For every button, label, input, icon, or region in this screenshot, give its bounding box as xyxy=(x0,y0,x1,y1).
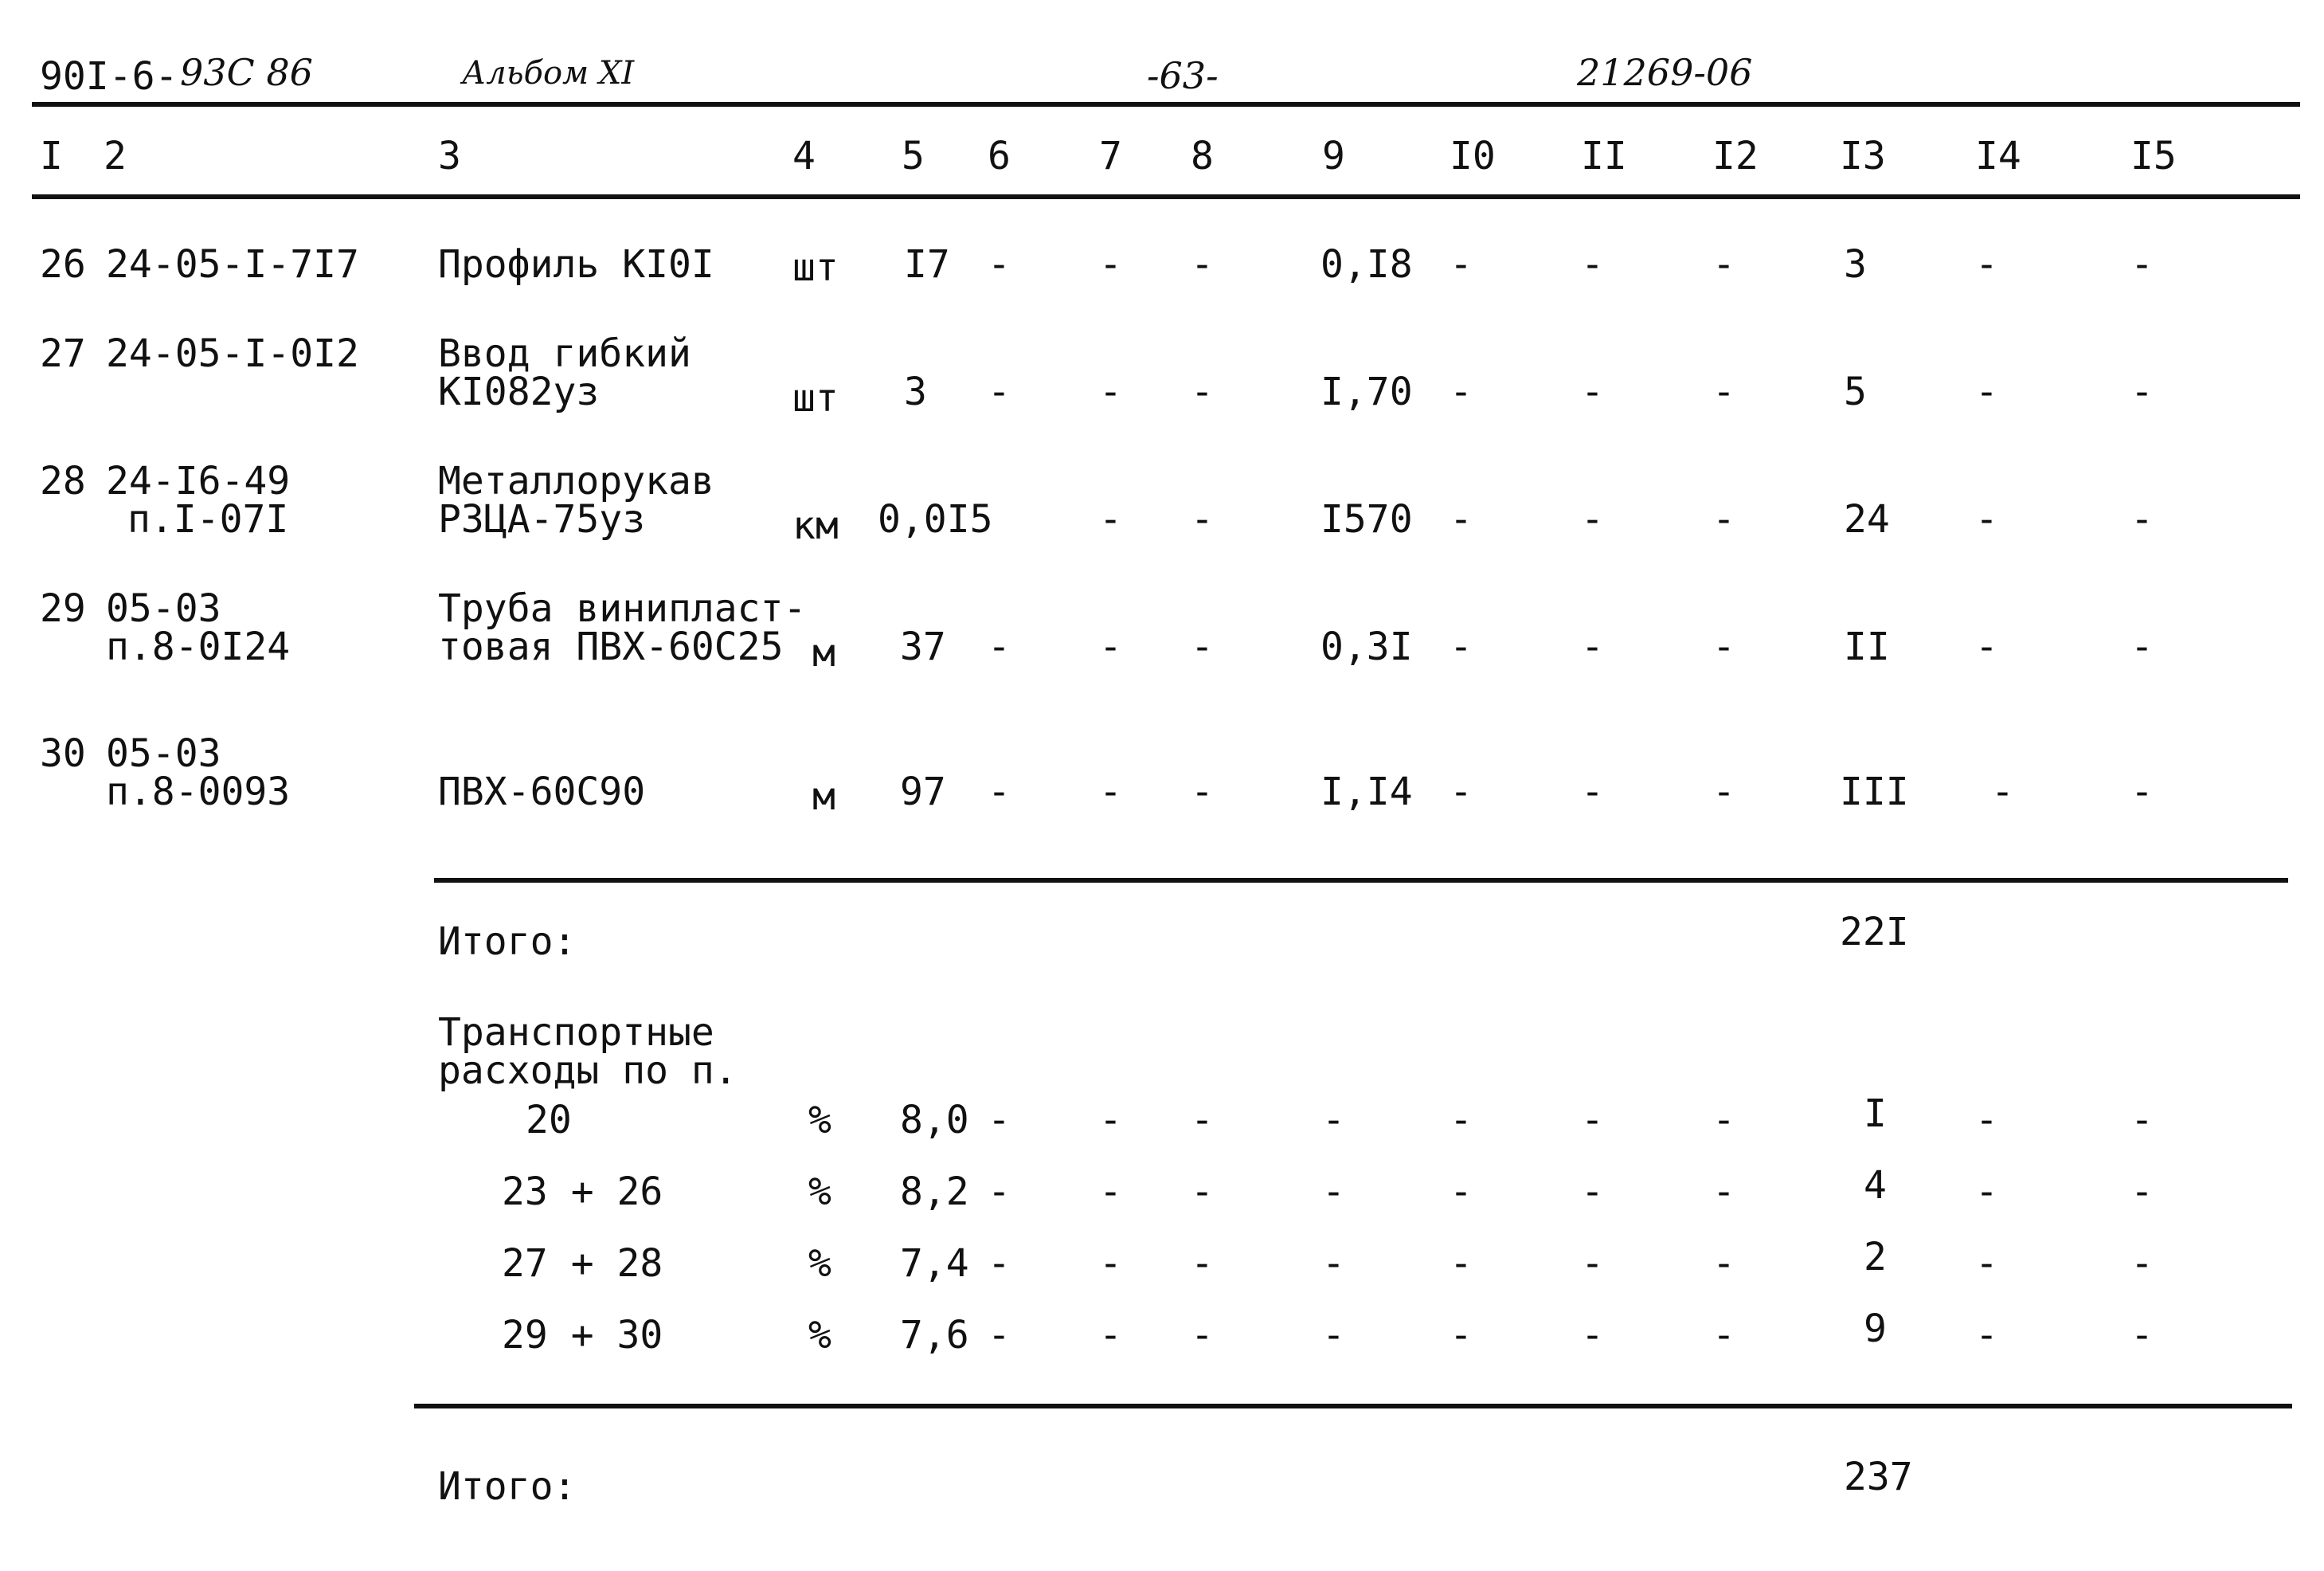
row-name: ПВХ-60С90 xyxy=(438,770,646,814)
subtotal-rule xyxy=(434,878,2288,883)
cell-7: - xyxy=(1099,770,1122,814)
cell-9: - xyxy=(1322,1241,1345,1286)
row-code-line2: п.8-0I24 xyxy=(106,625,291,669)
cell-13: 3 xyxy=(1844,242,1867,287)
cell-9: 0,I8 xyxy=(1320,242,1413,287)
row-name-line1: Труба винипласт- xyxy=(438,586,807,631)
row-code: 24-05-I-0I2 xyxy=(106,331,359,376)
cell-10: - xyxy=(1450,1098,1473,1142)
row-code-line2: п.I-07I xyxy=(127,497,289,542)
cell-14: - xyxy=(1975,1169,1998,1214)
cell-15: - xyxy=(2130,1241,2154,1286)
cell-11: - xyxy=(1581,497,1604,542)
col-header-15: I5 xyxy=(2130,134,2177,178)
row-unit: км xyxy=(792,503,839,548)
col-header-4: 4 xyxy=(792,134,816,178)
col-header-1: I xyxy=(40,134,63,178)
cell-5: 8,0 xyxy=(900,1098,969,1142)
row-name-line1: Металлорукав xyxy=(438,459,714,503)
cell-14: - xyxy=(1975,370,1998,414)
row-number: 30 xyxy=(40,731,86,776)
cell-5: 0,0I5 xyxy=(878,497,993,542)
cell-8: - xyxy=(1191,242,1214,287)
cell-9: - xyxy=(1322,1313,1345,1357)
cell-14: - xyxy=(1975,497,1998,542)
row-number: 29 xyxy=(40,586,86,631)
transport-title-line2: расходы по п. xyxy=(438,1048,737,1093)
cell-15: - xyxy=(2130,242,2154,287)
cell-7: - xyxy=(1099,370,1122,414)
cell-13: 4 xyxy=(1864,1163,1887,1208)
transport-ref: 23 + 26 xyxy=(502,1169,663,1214)
doc-code-printed: 90I-6- xyxy=(40,54,178,99)
row-name-line2: РЗЦА-75уз xyxy=(438,497,646,542)
cell-8: - xyxy=(1191,1241,1214,1286)
cell-5: I7 xyxy=(904,242,950,287)
cell-11: - xyxy=(1581,1313,1604,1357)
cell-11: - xyxy=(1581,1098,1604,1142)
cell-11: - xyxy=(1581,370,1604,414)
cell-9: I,I4 xyxy=(1320,770,1413,814)
col-header-11: II xyxy=(1581,134,1627,178)
total-label: Итого: xyxy=(438,1464,577,1509)
cell-15: - xyxy=(2130,770,2154,814)
header-rule-top xyxy=(32,102,2300,107)
cell-6: - xyxy=(988,1098,1011,1142)
cell-12: - xyxy=(1712,1313,1735,1357)
transport-ref: 27 + 28 xyxy=(502,1241,663,1286)
cell-6: - xyxy=(988,625,1011,669)
col-header-5: 5 xyxy=(902,134,925,178)
row-name-line2: КI082уз xyxy=(438,370,600,414)
cell-15: - xyxy=(2130,370,2154,414)
cell-12: - xyxy=(1712,1241,1735,1286)
cell-6: - xyxy=(988,1241,1011,1286)
cell-14: - xyxy=(1991,770,2014,814)
col-header-12: I2 xyxy=(1712,134,1759,178)
cell-13: 2 xyxy=(1864,1235,1887,1279)
cell-13: 9 xyxy=(1864,1307,1887,1351)
transport-unit: % xyxy=(808,1169,831,1214)
cell-15: - xyxy=(2130,1098,2154,1142)
cell-5: 7,4 xyxy=(900,1241,969,1286)
cell-6: - xyxy=(988,1313,1011,1357)
cell-11: - xyxy=(1581,625,1604,669)
cell-5: 7,6 xyxy=(900,1313,969,1357)
cell-10: - xyxy=(1450,1169,1473,1214)
cell-10: - xyxy=(1450,770,1473,814)
cell-8: - xyxy=(1191,370,1214,414)
cell-10: - xyxy=(1450,497,1473,542)
cell-12: - xyxy=(1712,1169,1735,1214)
row-code-line1: 24-I6-49 xyxy=(106,459,291,503)
cell-11: - xyxy=(1581,770,1604,814)
cell-12: - xyxy=(1712,497,1735,542)
col-header-9: 9 xyxy=(1322,134,1345,178)
cell-6: - xyxy=(988,370,1011,414)
cell-8: - xyxy=(1191,770,1214,814)
row-unit: шт xyxy=(792,376,839,421)
col-header-6: 6 xyxy=(988,134,1011,178)
cell-14: - xyxy=(1975,1241,1998,1286)
cell-10: - xyxy=(1450,1241,1473,1286)
cell-12: - xyxy=(1712,370,1735,414)
cell-11: - xyxy=(1581,1169,1604,1214)
cell-10: - xyxy=(1450,625,1473,669)
cell-7: - xyxy=(1099,1098,1122,1142)
cell-12: - xyxy=(1712,1098,1735,1142)
cell-7: - xyxy=(1099,1241,1122,1286)
cell-7: - xyxy=(1099,242,1122,287)
doc-number: 21269-06 xyxy=(1577,51,1753,94)
cell-8: - xyxy=(1191,1169,1214,1214)
doc-code-handwritten: 93С 86 xyxy=(180,51,313,94)
cell-14: - xyxy=(1975,1313,1998,1357)
cell-7: - xyxy=(1099,497,1122,542)
cell-13: III xyxy=(1840,770,1909,814)
row-number: 27 xyxy=(40,331,86,376)
cell-7: - xyxy=(1099,625,1122,669)
cell-10: - xyxy=(1450,1313,1473,1357)
transport-ref: 29 + 30 xyxy=(502,1313,663,1357)
transport-title-line1: Транспортные xyxy=(438,1010,714,1055)
cell-13: I xyxy=(1864,1091,1887,1136)
cell-10: - xyxy=(1450,370,1473,414)
cell-15: - xyxy=(2130,497,2154,542)
row-code-line1: 05-03 xyxy=(106,731,221,776)
col-header-14: I4 xyxy=(1975,134,2021,178)
col-header-2: 2 xyxy=(104,134,127,178)
cell-5: 97 xyxy=(900,770,946,814)
cell-12: - xyxy=(1712,770,1735,814)
cell-13: 24 xyxy=(1844,497,1890,542)
subtotal-label: Итого: xyxy=(438,919,577,964)
cell-12: - xyxy=(1712,625,1735,669)
cell-12: - xyxy=(1712,242,1735,287)
col-header-13: I3 xyxy=(1840,134,1886,178)
cell-6: - xyxy=(988,1169,1011,1214)
col-header-3: 3 xyxy=(438,134,461,178)
transport-unit: % xyxy=(808,1241,831,1286)
cell-10: - xyxy=(1450,242,1473,287)
row-unit: м xyxy=(812,631,835,676)
cell-5: 37 xyxy=(900,625,946,669)
cell-8: - xyxy=(1191,497,1214,542)
row-name-line1: Ввод гибкий xyxy=(438,331,691,376)
cell-11: - xyxy=(1581,1241,1604,1286)
transport-unit: % xyxy=(808,1313,831,1357)
transport-ref: 20 xyxy=(526,1098,572,1142)
row-unit: шт xyxy=(792,245,839,290)
cell-5: 8,2 xyxy=(900,1169,969,1214)
cell-15: - xyxy=(2130,1169,2154,1214)
cell-7: - xyxy=(1099,1169,1122,1214)
page-number: -63- xyxy=(1147,54,1219,97)
row-number: 28 xyxy=(40,459,86,503)
cell-8: - xyxy=(1191,1313,1214,1357)
row-number: 26 xyxy=(40,242,86,287)
cell-9: - xyxy=(1322,1169,1345,1214)
cell-9: 0,3I xyxy=(1320,625,1413,669)
cell-8: - xyxy=(1191,1098,1214,1142)
cell-13: II xyxy=(1844,625,1890,669)
cell-6: - xyxy=(988,242,1011,287)
subtotal-value: 22I xyxy=(1840,910,1909,954)
cell-8: - xyxy=(1191,625,1214,669)
row-name-line2: товая ПВХ-60С25 xyxy=(438,625,784,669)
cell-6: - xyxy=(988,770,1011,814)
col-header-10: I0 xyxy=(1450,134,1496,178)
row-unit: м xyxy=(812,774,835,819)
cell-14: - xyxy=(1975,1098,1998,1142)
cell-9: I,70 xyxy=(1320,370,1413,414)
cell-15: - xyxy=(2130,625,2154,669)
cell-9: I570 xyxy=(1320,497,1413,542)
total-value: 237 xyxy=(1844,1455,1913,1499)
cell-15: - xyxy=(2130,1313,2154,1357)
row-name: Профиль КI0I xyxy=(438,242,714,287)
col-header-7: 7 xyxy=(1099,134,1122,178)
transport-unit: % xyxy=(808,1098,831,1142)
row-code: 24-05-I-7I7 xyxy=(106,242,359,287)
row-code-line1: 05-03 xyxy=(106,586,221,631)
cell-9: - xyxy=(1322,1098,1345,1142)
cell-11: - xyxy=(1581,242,1604,287)
header-rule-bottom xyxy=(32,194,2300,199)
cell-13: 5 xyxy=(1844,370,1867,414)
col-header-8: 8 xyxy=(1191,134,1214,178)
total-rule xyxy=(414,1404,2292,1408)
cell-14: - xyxy=(1975,625,1998,669)
album-label: Альбом XI xyxy=(462,55,635,92)
cell-7: - xyxy=(1099,1313,1122,1357)
cell-5: 3 xyxy=(904,370,927,414)
row-code-line2: п.8-0093 xyxy=(106,770,291,814)
cell-14: - xyxy=(1975,242,1998,287)
